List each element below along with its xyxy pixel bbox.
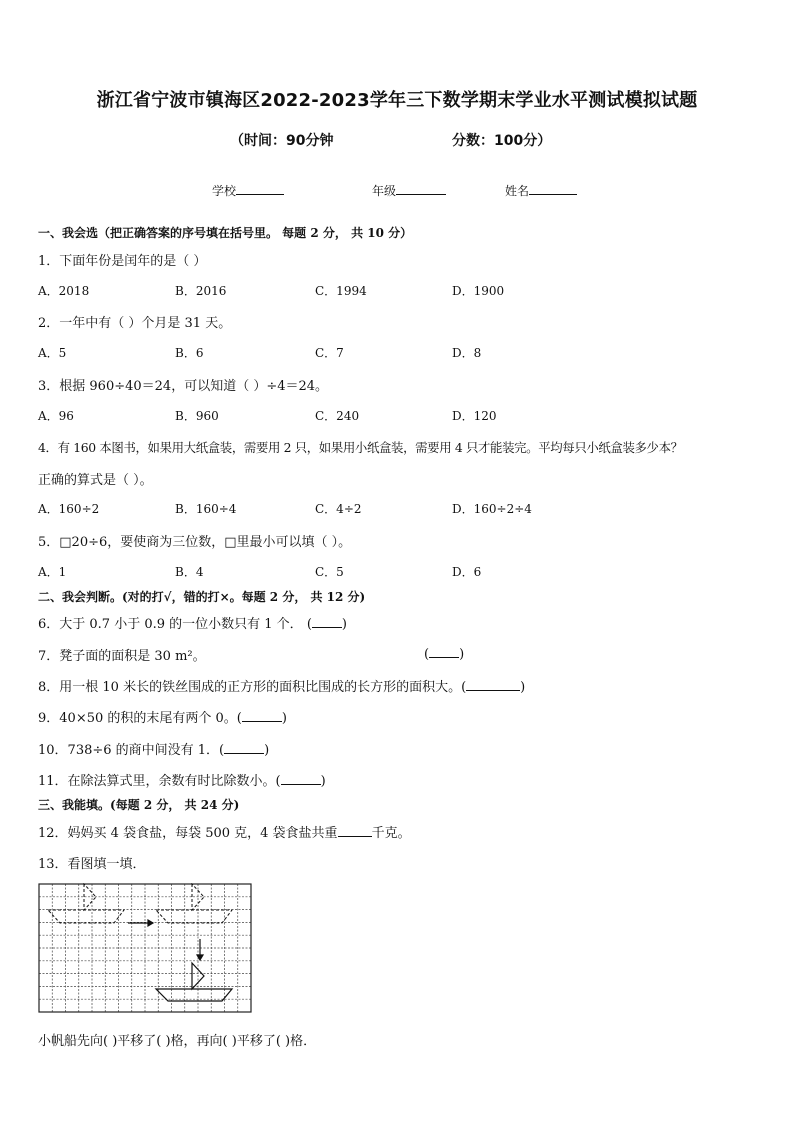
q4-option-b: B．160÷4 bbox=[175, 502, 237, 516]
q8-answer-blank bbox=[466, 678, 520, 691]
section-2-heading: 二、我会判断。(对的打√，错的打×。每题 2 分， 共 12 分) bbox=[38, 590, 366, 604]
score-label: 分数：100分） bbox=[452, 133, 552, 149]
question-10-text: 10．738÷6 的商中间没有 1．( bbox=[38, 743, 225, 758]
question-6 bbox=[38, 613, 347, 632]
q4-option-a: A．160÷2 bbox=[38, 502, 100, 516]
q1-option-c: C．1994 bbox=[315, 284, 367, 298]
arrow-down-icon bbox=[197, 939, 203, 960]
question-12-unit: 千克。 bbox=[371, 826, 411, 841]
sailboat-final-icon bbox=[156, 963, 232, 1001]
question-4-line-1: 4．有 160 本图书，如果用大纸盒装，需要用 2 只，如果用小纸盒装，需要用 4 只才能装完。平均每只小纸盒装多少本？ bbox=[38, 440, 683, 455]
q5-option-c: C．5 bbox=[315, 565, 344, 579]
grade-blank bbox=[396, 182, 446, 195]
name-blank bbox=[529, 182, 577, 195]
q11-close-paren: ) bbox=[320, 774, 326, 789]
question-12-text: 12．妈妈买 4 袋食盐，每袋 500 克，4 袋食盐共重 bbox=[38, 826, 338, 841]
school-field bbox=[212, 182, 284, 199]
q9-answer-blank bbox=[242, 709, 282, 722]
q12-answer-blank bbox=[338, 824, 372, 837]
q3-option-d: D．120 bbox=[452, 409, 497, 423]
q3-option-b: B．960 bbox=[175, 409, 219, 423]
question-9 bbox=[38, 707, 287, 726]
question-10 bbox=[38, 739, 269, 758]
q3-option-c: C．240 bbox=[315, 409, 360, 423]
grade-label: 年级 bbox=[372, 184, 397, 198]
question-9-text: 9．40×50 的积的末尾有两个 0。( bbox=[38, 711, 242, 726]
name-label: 姓名 bbox=[505, 184, 530, 198]
q1-option-a: A．2018 bbox=[38, 284, 90, 298]
question-5: 5．□20÷6，要使商为三位数，□里最小可以填（ ）。 bbox=[38, 535, 352, 550]
question-2: 2．一年中有（ ）个月是 31 天。 bbox=[38, 316, 232, 331]
page-title: 浙江省宁波市镇海区2022-2023学年三下数学期末学业水平测试模拟试题 bbox=[96, 90, 698, 111]
grade-field bbox=[372, 182, 446, 199]
q5-option-d: D．6 bbox=[452, 565, 482, 579]
q10-answer-blank bbox=[224, 741, 264, 754]
q7-close-paren: ) bbox=[459, 647, 465, 662]
time-label: （时间：90分钟 bbox=[230, 133, 334, 149]
q11-answer-blank bbox=[281, 772, 321, 785]
sailboat-moved-right-icon bbox=[156, 884, 232, 923]
question-4-line-2: 正确的算式是（ ）。 bbox=[38, 473, 153, 488]
question-13-answer-line: 小帆船先向( )平移了( )格，再向( )平移了( )格． bbox=[38, 1034, 317, 1049]
question-12 bbox=[38, 822, 411, 841]
q4-option-d: D．160÷2÷4 bbox=[452, 502, 532, 516]
name-field bbox=[505, 182, 577, 199]
q3-option-a: A．96 bbox=[38, 409, 74, 423]
section-1-heading: 一、我会选（把正确答案的序号填在括号里。 每题 2 分， 共 10 分） bbox=[38, 226, 413, 240]
question-1: 1．下面年份是闰年的是（ ） bbox=[38, 254, 207, 269]
q1-option-b: B．2016 bbox=[175, 284, 227, 298]
q6-answer-blank bbox=[312, 615, 342, 628]
section-3-heading: 三、我能填。(每题 2 分， 共 24 分) bbox=[38, 798, 240, 812]
q1-option-d: D．1900 bbox=[452, 284, 505, 298]
q2-option-d: D．8 bbox=[452, 346, 482, 360]
sailboat-original-icon bbox=[48, 884, 124, 923]
q5-option-b: B．4 bbox=[175, 565, 204, 579]
q8-close-paren: ) bbox=[520, 680, 526, 695]
q2-option-a: A．5 bbox=[38, 346, 67, 360]
question-8-text: 8．用一根 10 米长的铁丝围成的正方形的面积比围成的长方形的面积大。( bbox=[38, 680, 467, 695]
q10-close-paren: ) bbox=[264, 743, 270, 758]
question-7: 7．凳子面的面积是 30 m²。 bbox=[38, 649, 206, 664]
school-blank bbox=[236, 182, 284, 195]
sailboat-grid-figure bbox=[38, 883, 252, 1017]
q7-answer-blank bbox=[429, 645, 459, 658]
q7-answer bbox=[424, 645, 464, 662]
q2-option-c: C．7 bbox=[315, 346, 344, 360]
question-11-text: 11．在除法算式里，余数有时比除数小。( bbox=[38, 774, 281, 789]
question-11 bbox=[38, 770, 326, 789]
question-13: 13．看图填一填． bbox=[38, 857, 146, 872]
q5-option-a: A．1 bbox=[38, 565, 67, 579]
question-8 bbox=[38, 676, 525, 695]
question-3: 3．根据 960÷40＝24，可以知道（ ）÷4＝24。 bbox=[38, 379, 329, 394]
question-6-text: 6．大于 0.7 小于 0.9 的一位小数只有 1 个． ( bbox=[38, 617, 312, 632]
q2-option-b: B．6 bbox=[175, 346, 204, 360]
school-label: 学校 bbox=[212, 184, 237, 198]
q4-option-c: C．4÷2 bbox=[315, 502, 362, 516]
q9-close-paren: ) bbox=[281, 711, 287, 726]
q7-open-paren: ( bbox=[424, 647, 430, 662]
q6-close-paren: ) bbox=[341, 617, 347, 632]
